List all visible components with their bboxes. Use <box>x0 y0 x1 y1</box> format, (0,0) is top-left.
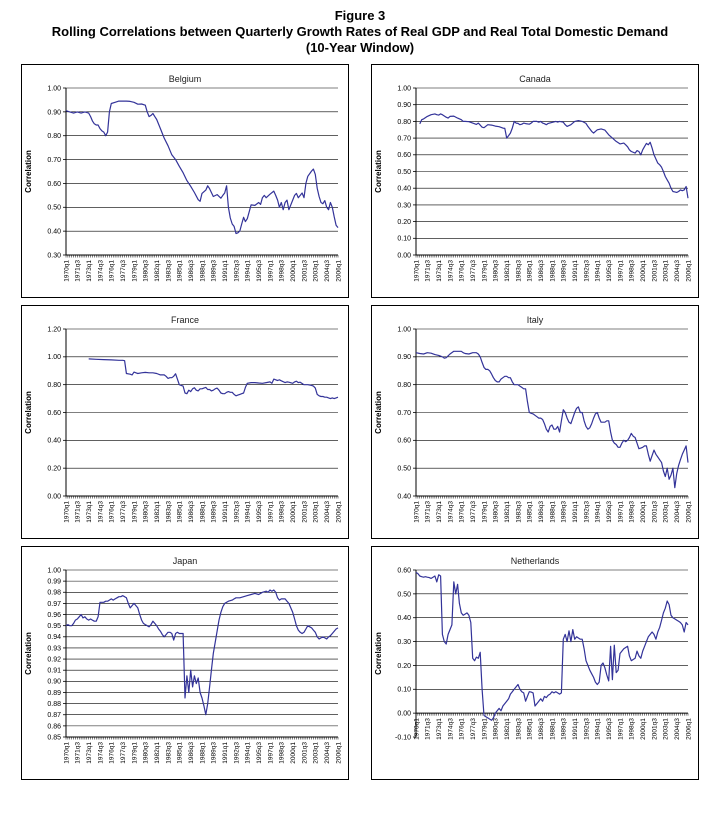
svg-text:1976q1: 1976q1 <box>458 501 466 523</box>
svg-text:1982q1: 1982q1 <box>504 718 512 740</box>
svg-text:1992q3: 1992q3 <box>233 260 241 282</box>
svg-text:1976q1: 1976q1 <box>458 718 466 740</box>
svg-text:1971q3: 1971q3 <box>424 501 432 523</box>
svg-text:1986q3: 1986q3 <box>188 260 196 282</box>
svg-text:Correlation: Correlation <box>24 632 33 675</box>
figure-header <box>0 0 720 56</box>
svg-text:1.00: 1.00 <box>47 85 61 93</box>
svg-text:2006q1: 2006q1 <box>685 501 693 523</box>
svg-text:1988q1: 1988q1 <box>549 260 557 282</box>
canada-line-plot <box>372 85 698 297</box>
chart-box-belgium <box>21 64 349 298</box>
svg-text:0.80: 0.80 <box>397 382 411 390</box>
svg-text:2004q3: 2004q3 <box>674 718 682 740</box>
svg-text:1995q3: 1995q3 <box>606 718 614 740</box>
svg-text:2001q3: 2001q3 <box>651 718 659 740</box>
svg-text:1976q1: 1976q1 <box>108 260 116 282</box>
svg-text:0.91: 0.91 <box>47 667 61 675</box>
chart-title-netherlands: Netherlands <box>510 556 560 566</box>
svg-text:0.20: 0.20 <box>397 662 411 670</box>
svg-text:2000q1: 2000q1 <box>640 718 648 740</box>
svg-text:1997q1: 1997q1 <box>617 501 625 523</box>
figure-title: Rolling Correlations between Quarterly Growth Rates of Real GDP and Real Total Domestic Demand <box>51 24 669 39</box>
svg-text:1991q1: 1991q1 <box>572 260 580 282</box>
svg-text:2001q3: 2001q3 <box>651 501 659 523</box>
svg-text:1983q3: 1983q3 <box>515 501 523 523</box>
svg-text:0.87: 0.87 <box>47 712 61 720</box>
chart-box-netherlands <box>371 546 699 780</box>
chart-box-canada <box>371 64 699 298</box>
svg-text:2003q1: 2003q1 <box>312 260 320 282</box>
svg-text:0.20: 0.20 <box>47 465 61 473</box>
svg-text:1974q3: 1974q3 <box>97 501 105 523</box>
svg-text:0.10: 0.10 <box>397 235 411 243</box>
svg-text:1977q3: 1977q3 <box>120 260 128 282</box>
svg-text:1997q1: 1997q1 <box>617 718 625 740</box>
svg-text:1980q3: 1980q3 <box>492 718 500 740</box>
svg-text:1989q3: 1989q3 <box>560 718 568 740</box>
svg-text:1994q1: 1994q1 <box>594 718 602 740</box>
figure-label: Figure 3 <box>334 8 386 23</box>
svg-text:0.70: 0.70 <box>47 156 61 164</box>
svg-text:1970q1: 1970q1 <box>63 742 71 764</box>
svg-text:1979q1: 1979q1 <box>481 718 489 740</box>
svg-text:0.93: 0.93 <box>47 645 61 653</box>
svg-text:1992q3: 1992q3 <box>583 718 591 740</box>
svg-text:1971q3: 1971q3 <box>74 260 82 282</box>
svg-text:1974q3: 1974q3 <box>447 260 455 282</box>
svg-text:0.60: 0.60 <box>397 567 411 575</box>
svg-text:1994q1: 1994q1 <box>244 501 252 523</box>
japan-line-plot <box>22 567 348 779</box>
svg-text:2004q3: 2004q3 <box>674 501 682 523</box>
svg-text:1998q3: 1998q3 <box>628 718 636 740</box>
svg-text:0.80: 0.80 <box>397 118 411 126</box>
svg-text:2001q3: 2001q3 <box>651 260 659 282</box>
svg-text:2001q3: 2001q3 <box>301 501 309 523</box>
svg-text:1974q3: 1974q3 <box>447 718 455 740</box>
svg-text:1973q1: 1973q1 <box>436 260 444 282</box>
svg-text:1998q3: 1998q3 <box>278 260 286 282</box>
svg-text:1983q3: 1983q3 <box>165 501 173 523</box>
svg-text:1992q3: 1992q3 <box>233 501 241 523</box>
svg-text:0.00: 0.00 <box>397 710 411 718</box>
svg-text:1995q3: 1995q3 <box>256 742 264 764</box>
svg-text:1997q1: 1997q1 <box>267 501 275 523</box>
chart-title-italy: Italy <box>526 315 544 325</box>
svg-text:-0.10: -0.10 <box>395 734 411 742</box>
svg-text:1991q1: 1991q1 <box>222 260 230 282</box>
svg-text:1.00: 1.00 <box>397 85 411 93</box>
svg-text:0.90: 0.90 <box>397 102 411 110</box>
svg-text:1988q1: 1988q1 <box>549 718 557 740</box>
figure-subtitle: (10-Year Window) <box>305 40 415 55</box>
chart-box-france <box>21 305 349 539</box>
svg-text:2006q1: 2006q1 <box>685 718 693 740</box>
svg-text:2000q1: 2000q1 <box>290 260 298 282</box>
svg-text:0.60: 0.60 <box>397 152 411 160</box>
svg-text:1980q3: 1980q3 <box>142 742 150 764</box>
svg-text:1986q3: 1986q3 <box>188 501 196 523</box>
svg-text:1991q1: 1991q1 <box>572 718 580 740</box>
svg-text:1970q1: 1970q1 <box>413 260 421 282</box>
svg-text:1991q1: 1991q1 <box>222 501 230 523</box>
svg-text:1997q1: 1997q1 <box>267 260 275 282</box>
svg-text:2001q3: 2001q3 <box>301 742 309 764</box>
svg-text:1986q3: 1986q3 <box>538 501 546 523</box>
svg-text:1970q1: 1970q1 <box>63 260 71 282</box>
svg-text:1979q1: 1979q1 <box>131 501 139 523</box>
svg-text:0.50: 0.50 <box>397 591 411 599</box>
svg-text:2003q1: 2003q1 <box>312 742 320 764</box>
svg-text:1989q3: 1989q3 <box>210 501 218 523</box>
svg-text:1994q1: 1994q1 <box>244 742 252 764</box>
svg-text:0.97: 0.97 <box>47 600 61 608</box>
svg-text:1982q1: 1982q1 <box>154 742 162 764</box>
svg-text:2006q1: 2006q1 <box>335 501 343 523</box>
svg-text:1992q3: 1992q3 <box>583 501 591 523</box>
svg-text:0.70: 0.70 <box>397 409 411 417</box>
svg-text:1986q3: 1986q3 <box>538 260 546 282</box>
svg-text:2003q1: 2003q1 <box>662 718 670 740</box>
svg-text:1.20: 1.20 <box>47 326 61 334</box>
svg-text:1995q3: 1995q3 <box>606 501 614 523</box>
svg-text:0.80: 0.80 <box>47 133 61 141</box>
svg-text:0.80: 0.80 <box>47 382 61 390</box>
svg-text:1992q3: 1992q3 <box>583 260 591 282</box>
svg-text:1980q3: 1980q3 <box>142 260 150 282</box>
svg-text:1988q1: 1988q1 <box>199 501 207 523</box>
svg-text:1973q1: 1973q1 <box>86 501 94 523</box>
svg-text:1973q1: 1973q1 <box>86 260 94 282</box>
svg-text:0.30: 0.30 <box>397 638 411 646</box>
charts-grid <box>0 64 720 780</box>
svg-text:1983q3: 1983q3 <box>515 718 523 740</box>
svg-text:2004q3: 2004q3 <box>324 501 332 523</box>
svg-text:1982q1: 1982q1 <box>154 501 162 523</box>
svg-text:1983q3: 1983q3 <box>165 260 173 282</box>
svg-text:0.50: 0.50 <box>397 168 411 176</box>
svg-text:1977q3: 1977q3 <box>120 501 128 523</box>
svg-text:1998q3: 1998q3 <box>628 501 636 523</box>
svg-text:2001q3: 2001q3 <box>301 260 309 282</box>
svg-text:2003q1: 2003q1 <box>312 501 320 523</box>
svg-text:2003q1: 2003q1 <box>662 501 670 523</box>
svg-text:1977q3: 1977q3 <box>470 260 478 282</box>
svg-text:1982q1: 1982q1 <box>154 260 162 282</box>
svg-text:1977q3: 1977q3 <box>120 742 128 764</box>
svg-text:1979q1: 1979q1 <box>131 260 139 282</box>
svg-text:0.60: 0.60 <box>47 180 61 188</box>
svg-text:0.96: 0.96 <box>47 611 61 619</box>
svg-text:1.00: 1.00 <box>397 326 411 334</box>
svg-text:1994q1: 1994q1 <box>244 260 252 282</box>
svg-text:0.30: 0.30 <box>397 202 411 210</box>
svg-text:1983q3: 1983q3 <box>165 742 173 764</box>
svg-text:0.10: 0.10 <box>397 686 411 694</box>
svg-text:1977q3: 1977q3 <box>470 718 478 740</box>
svg-text:0.30: 0.30 <box>47 252 61 260</box>
svg-text:1973q1: 1973q1 <box>436 501 444 523</box>
svg-text:1988q1: 1988q1 <box>199 260 207 282</box>
svg-text:1985q1: 1985q1 <box>176 742 184 764</box>
svg-text:Correlation: Correlation <box>24 150 33 193</box>
svg-text:1988q1: 1988q1 <box>549 501 557 523</box>
svg-text:1985q1: 1985q1 <box>526 501 534 523</box>
svg-text:Correlation: Correlation <box>374 150 383 193</box>
chart-title-canada: Canada <box>519 74 551 84</box>
svg-text:0.90: 0.90 <box>397 354 411 362</box>
svg-text:1985q1: 1985q1 <box>176 260 184 282</box>
svg-text:0.89: 0.89 <box>47 689 61 697</box>
svg-text:1.00: 1.00 <box>47 567 61 575</box>
svg-text:0.60: 0.60 <box>397 437 411 445</box>
svg-text:1991q1: 1991q1 <box>572 501 580 523</box>
svg-text:2006q1: 2006q1 <box>335 742 343 764</box>
svg-text:Correlation: Correlation <box>24 391 33 434</box>
svg-text:1973q1: 1973q1 <box>86 742 94 764</box>
svg-text:1971q3: 1971q3 <box>424 260 432 282</box>
svg-text:0.60: 0.60 <box>47 409 61 417</box>
svg-text:0.86: 0.86 <box>47 723 61 731</box>
svg-text:1980q3: 1980q3 <box>142 501 150 523</box>
svg-text:1995q3: 1995q3 <box>606 260 614 282</box>
svg-text:0.40: 0.40 <box>397 185 411 193</box>
svg-text:1986q3: 1986q3 <box>538 718 546 740</box>
svg-text:1982q1: 1982q1 <box>504 501 512 523</box>
svg-text:1971q3: 1971q3 <box>424 718 432 740</box>
svg-text:0.40: 0.40 <box>47 228 61 236</box>
svg-text:1989q3: 1989q3 <box>210 260 218 282</box>
svg-text:2000q1: 2000q1 <box>640 501 648 523</box>
chart-title-belgium: Belgium <box>168 74 202 84</box>
svg-text:0.92: 0.92 <box>47 656 61 664</box>
svg-text:0.40: 0.40 <box>47 437 61 445</box>
svg-text:2000q1: 2000q1 <box>290 501 298 523</box>
svg-text:1974q3: 1974q3 <box>447 501 455 523</box>
svg-text:2006q1: 2006q1 <box>335 260 343 282</box>
netherlands-line-plot <box>372 567 698 779</box>
svg-text:1979q1: 1979q1 <box>481 501 489 523</box>
svg-text:1970q1: 1970q1 <box>413 501 421 523</box>
svg-text:1995q3: 1995q3 <box>256 501 264 523</box>
svg-text:1997q1: 1997q1 <box>267 742 275 764</box>
svg-text:1998q3: 1998q3 <box>278 742 286 764</box>
svg-text:1976q1: 1976q1 <box>458 260 466 282</box>
svg-text:2004q3: 2004q3 <box>324 742 332 764</box>
svg-text:0.99: 0.99 <box>47 578 61 586</box>
svg-text:1988q1: 1988q1 <box>199 742 207 764</box>
svg-text:1994q1: 1994q1 <box>594 501 602 523</box>
svg-text:1997q1: 1997q1 <box>617 260 625 282</box>
svg-text:1985q1: 1985q1 <box>526 260 534 282</box>
svg-text:Correlation: Correlation <box>374 391 383 434</box>
belgium-line-plot <box>22 85 348 297</box>
svg-text:1982q1: 1982q1 <box>504 260 512 282</box>
svg-text:1985q1: 1985q1 <box>526 718 534 740</box>
svg-text:0.20: 0.20 <box>397 219 411 226</box>
svg-text:0.90: 0.90 <box>47 109 61 117</box>
svg-text:1989q3: 1989q3 <box>560 501 568 523</box>
svg-text:0.94: 0.94 <box>47 634 61 642</box>
svg-text:1994q1: 1994q1 <box>594 260 602 282</box>
chart-title-japan: Japan <box>172 556 198 566</box>
svg-text:1974q3: 1974q3 <box>97 742 105 764</box>
svg-text:1979q1: 1979q1 <box>131 742 139 764</box>
svg-text:1983q3: 1983q3 <box>515 260 523 282</box>
svg-text:Correlation: Correlation <box>374 632 383 675</box>
svg-text:0.70: 0.70 <box>397 135 411 143</box>
svg-text:1974q3: 1974q3 <box>97 260 105 282</box>
svg-text:0.85: 0.85 <box>47 734 61 742</box>
svg-text:1971q3: 1971q3 <box>74 501 82 523</box>
svg-text:0.40: 0.40 <box>397 615 411 623</box>
svg-text:0.95: 0.95 <box>47 623 61 631</box>
svg-text:2006q1: 2006q1 <box>685 260 693 282</box>
svg-text:2000q1: 2000q1 <box>640 260 648 282</box>
svg-text:1998q3: 1998q3 <box>278 501 286 523</box>
svg-text:1970q1: 1970q1 <box>63 501 71 523</box>
france-line-plot <box>22 326 348 538</box>
svg-text:1985q1: 1985q1 <box>176 501 184 523</box>
svg-text:1986q3: 1986q3 <box>188 742 196 764</box>
svg-text:1979q1: 1979q1 <box>481 260 489 282</box>
svg-text:1973q1: 1973q1 <box>436 718 444 740</box>
svg-text:0.88: 0.88 <box>47 701 61 708</box>
svg-text:1998q3: 1998q3 <box>628 260 636 282</box>
svg-text:0.50: 0.50 <box>47 204 61 212</box>
svg-text:1980q3: 1980q3 <box>492 501 500 523</box>
svg-text:1971q3: 1971q3 <box>74 742 82 764</box>
svg-text:1991q1: 1991q1 <box>222 742 230 764</box>
svg-text:1980q3: 1980q3 <box>492 260 500 282</box>
svg-text:1976q1: 1976q1 <box>108 742 116 764</box>
svg-text:0.50: 0.50 <box>397 465 411 473</box>
svg-text:2000q1: 2000q1 <box>290 742 298 764</box>
svg-text:1989q3: 1989q3 <box>210 742 218 764</box>
svg-text:1977q3: 1977q3 <box>470 501 478 523</box>
svg-text:1992q3: 1992q3 <box>233 742 241 764</box>
svg-text:0.40: 0.40 <box>397 493 411 501</box>
chart-title-france: France <box>170 315 199 325</box>
chart-box-japan <box>21 546 349 780</box>
svg-text:0.00: 0.00 <box>47 493 61 501</box>
svg-text:1995q3: 1995q3 <box>256 260 264 282</box>
svg-text:1976q1: 1976q1 <box>108 501 116 523</box>
svg-text:1.00: 1.00 <box>47 354 61 362</box>
svg-text:0.98: 0.98 <box>47 589 61 597</box>
svg-text:2004q3: 2004q3 <box>674 260 682 282</box>
svg-text:0.00: 0.00 <box>397 252 411 260</box>
italy-line-plot <box>372 326 698 538</box>
svg-text:0.90: 0.90 <box>47 678 61 686</box>
svg-text:2003q1: 2003q1 <box>662 260 670 282</box>
chart-box-italy <box>371 305 699 539</box>
svg-text:2004q3: 2004q3 <box>324 260 332 282</box>
svg-text:1970q1: 1970q1 <box>413 718 421 740</box>
svg-text:1989q3: 1989q3 <box>560 260 568 282</box>
